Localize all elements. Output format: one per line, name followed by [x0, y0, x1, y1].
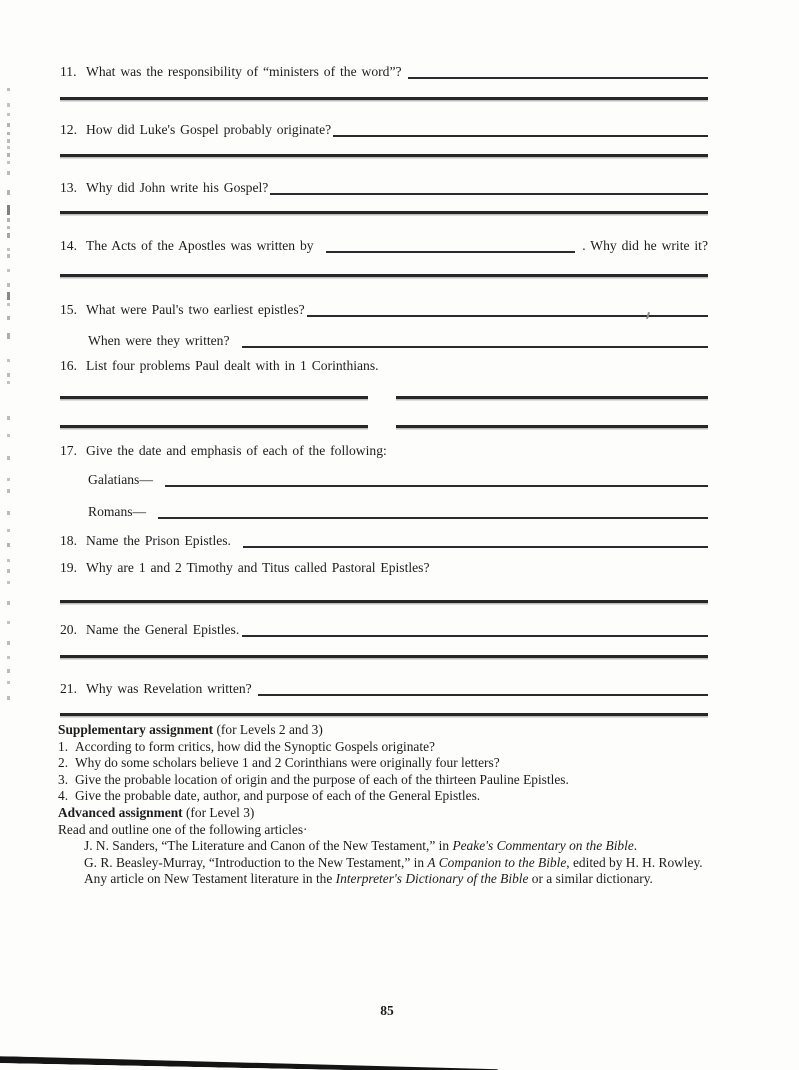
answer-blank	[242, 330, 708, 348]
supplementary-heading-rest: (for Levels 2 and 3)	[213, 722, 323, 737]
answer-rule	[396, 425, 708, 428]
reading-text: G. R. Beasley-Murray, “Introduction to the New Testament,” in	[84, 854, 428, 870]
answer-rule	[60, 655, 708, 658]
margin-smudge	[7, 373, 10, 377]
margin-smudge	[7, 132, 10, 135]
reading-item	[58, 855, 708, 872]
sub-item-label: Romans—	[88, 504, 147, 519]
margin-smudge	[7, 696, 10, 700]
answer-rule	[60, 154, 708, 157]
margin-smudge	[7, 88, 10, 91]
item-text: Why do some scholars believe 1 and 2 Corinthians were originally four letters?	[75, 755, 500, 771]
reading-title-italic: A Companion to the Bible	[427, 854, 567, 870]
item-text: Give the probable date, author, and purpose of each of the General Epistles.	[75, 788, 481, 804]
supplementary-heading	[58, 722, 708, 739]
question-15-subline	[88, 330, 708, 349]
margin-smudge	[7, 359, 10, 362]
margin-smudge	[7, 601, 10, 605]
margin-smudge	[7, 123, 10, 127]
answer-rule	[60, 211, 708, 214]
reading-text: J. N. Sanders, “The Literature and Canon of the New Testament,” in	[84, 838, 453, 854]
margin-smudge	[7, 543, 10, 547]
supplementary-item	[58, 772, 708, 789]
margin-smudge	[7, 146, 10, 149]
answer-blank	[243, 530, 708, 548]
margin-smudge	[7, 529, 10, 532]
question-13	[60, 177, 708, 196]
question-text: Give the date and emphasis of each of the following:	[86, 443, 387, 458]
margin-smudge	[7, 248, 10, 251]
margin-smudge	[7, 489, 10, 493]
margin-smudge	[7, 161, 10, 164]
item-number: 3.	[58, 771, 69, 787]
question-19	[60, 559, 708, 576]
margin-smudge	[7, 559, 10, 562]
margin-smudge	[7, 434, 10, 437]
question-text: How did Luke's Gospel probably originate?	[86, 122, 332, 137]
answer-blank	[165, 469, 708, 487]
margin-smudge	[7, 456, 10, 460]
question-number: 17.	[60, 443, 77, 458]
question-number: 12.	[60, 122, 77, 137]
reading-text: , edited by H. H. Rowley.	[566, 854, 703, 870]
page-number: 85	[380, 1003, 394, 1018]
margin-smudge	[7, 226, 10, 229]
item-text: According to form critics, how did the Synoptic Gospels originate?	[75, 738, 435, 754]
answer-rule	[60, 396, 368, 399]
question-11	[60, 61, 708, 80]
question-number: 18.	[60, 533, 77, 548]
answer-rule	[60, 425, 368, 428]
reading-text: .	[633, 838, 638, 854]
answer-rule	[60, 97, 708, 100]
question-16	[60, 357, 708, 374]
margin-smudge	[7, 292, 10, 300]
answer-blank	[408, 61, 708, 79]
question-text: What was the responsibility of “ministers of the word”?	[86, 64, 402, 79]
item-text: Give the probable location of origin and the purpose of each of the thirteen Pauline Epistles.	[75, 771, 569, 787]
reading-item	[58, 838, 708, 855]
margin-smudge	[7, 190, 10, 195]
answer-blank	[158, 501, 708, 519]
margin-smudge	[7, 171, 10, 175]
question-text: What were Paul's two earliest epistles?	[86, 302, 305, 317]
margin-smudge	[7, 511, 10, 515]
bottom-scan-artifact	[0, 1056, 498, 1070]
advanced-heading-rest: (for Level 3)	[182, 804, 255, 820]
reading-text: Any article on New Testament literature in the	[84, 871, 336, 887]
item-number: 1.	[58, 738, 69, 754]
reading-title-italic: Peake's Commentary on the Bible	[452, 838, 634, 854]
question-number: 20.	[60, 622, 77, 637]
advanced-intro: Read and outline one of the following articles·	[58, 821, 308, 837]
margin-smudge	[7, 581, 10, 584]
answer-blank	[242, 619, 708, 637]
supplementary-heading-bold: Supplementary assignment	[58, 722, 214, 737]
margin-smudge	[7, 269, 10, 272]
question-text: Why are 1 and 2 Timothy and Titus called Pastoral Epistles?	[86, 560, 430, 575]
question-text-tail: . Why did he write it?	[582, 238, 708, 253]
margin-smudge	[7, 569, 10, 573]
margin-smudge	[7, 254, 10, 258]
question-15	[60, 299, 708, 318]
margin-smudge	[7, 381, 10, 384]
question-20	[60, 619, 708, 638]
item-number: 2.	[58, 755, 69, 771]
margin-smudge	[7, 113, 10, 116]
section-divider-rule	[60, 713, 708, 716]
answer-blank	[270, 177, 708, 195]
question-number: 15.	[60, 302, 77, 317]
margin-smudge	[7, 103, 10, 107]
question-number: 13.	[60, 180, 77, 195]
margin-smudge	[7, 641, 10, 645]
margin-smudge	[7, 153, 10, 157]
margin-smudge	[7, 283, 10, 287]
reading-text: or a similar dictionary.	[528, 871, 653, 887]
question-text: List four problems Paul dealt with in 1 Corinthians.	[86, 358, 379, 373]
advanced-heading-bold: Advanced assignment	[58, 804, 183, 820]
answer-rule	[60, 274, 708, 277]
question-number: 21.	[60, 681, 77, 696]
question-text: The Acts of the Apostles was written by	[86, 238, 314, 253]
margin-smudge	[7, 303, 10, 306]
question-17	[60, 442, 708, 459]
question-number: 19.	[60, 560, 77, 575]
supplementary-item	[58, 739, 708, 756]
margin-smudge	[7, 218, 10, 222]
supplementary-item	[58, 755, 708, 772]
sub-item-label: Galatians—	[88, 472, 153, 487]
answer-blank	[326, 235, 576, 253]
margin-smudge	[7, 669, 10, 673]
question-text: Why did John write his Gospel?	[86, 180, 269, 195]
reading-title-italic: Interpreter's Dictionary of the Bible	[335, 871, 529, 887]
reading-item	[58, 871, 708, 888]
margin-smudge	[7, 316, 10, 320]
margin-smudge	[7, 681, 10, 684]
assignments-section	[58, 722, 708, 888]
margin-smudge	[7, 233, 10, 238]
answer-blank	[333, 119, 708, 137]
question-18	[60, 530, 708, 549]
question-text: Name the General Epistles.	[86, 622, 240, 637]
supplementary-item	[58, 788, 708, 805]
margin-smudge	[7, 656, 10, 659]
question-14	[60, 235, 708, 254]
margin-smudge	[7, 478, 10, 481]
question-text: When were they written?	[88, 333, 230, 348]
margin-smudge	[7, 205, 10, 215]
answer-blank	[258, 678, 708, 696]
margin-smudge	[7, 621, 10, 624]
item-number: 4.	[58, 788, 69, 804]
question-number: 14.	[60, 238, 77, 253]
answer-rule	[396, 396, 708, 399]
margin-smudge	[7, 333, 10, 339]
question-text: Name the Prison Epistles.	[86, 533, 231, 548]
question-17-romans	[88, 501, 708, 520]
margin-smudge	[7, 139, 10, 143]
question-text: Why was Revelation written?	[86, 681, 252, 696]
question-number: 16.	[60, 358, 77, 373]
answer-rule	[60, 600, 708, 603]
question-number: 11.	[60, 64, 77, 79]
advanced-heading	[58, 805, 708, 822]
margin-smudge	[7, 416, 10, 420]
question-12	[60, 119, 708, 138]
question-17-galatians	[88, 469, 708, 488]
question-21	[60, 678, 708, 697]
